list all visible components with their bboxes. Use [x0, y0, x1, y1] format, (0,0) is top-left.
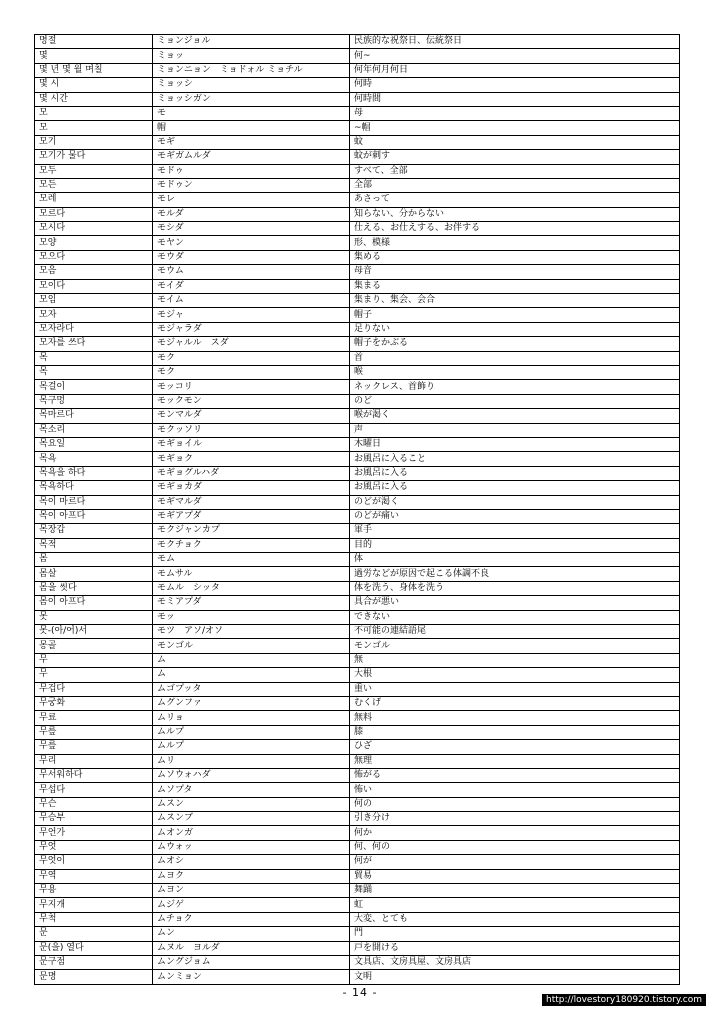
korean-word-cell: 문명 — [35, 970, 153, 984]
table-row — [35, 884, 680, 898]
korean-word-cell: 문 — [35, 927, 153, 941]
table-row — [35, 452, 680, 466]
table-row — [35, 193, 680, 207]
meaning-cell: 蚊 — [350, 135, 680, 149]
vocabulary-table — [34, 34, 680, 985]
meaning-cell: むくげ — [350, 696, 680, 710]
korean-word-cell: 무척 — [35, 912, 153, 926]
korean-word-cell: 모자를 쓰다 — [35, 337, 153, 351]
watermark-url: http://lovestory180920.tistory.com — [542, 994, 706, 1006]
table-row — [35, 567, 680, 581]
reading-cell: モウダ — [153, 250, 350, 264]
reading-cell: モムル シッタ — [153, 581, 350, 595]
meaning-cell: 引き分け — [350, 812, 680, 826]
meaning-cell: 門 — [350, 927, 680, 941]
meaning-cell: 集まる — [350, 279, 680, 293]
page-number: - 14 - — [342, 986, 378, 999]
table-row — [35, 970, 680, 984]
reading-cell: モッコリ — [153, 380, 350, 394]
meaning-cell: 無料 — [350, 711, 680, 725]
korean-word-cell: 모 — [35, 106, 153, 120]
table-row — [35, 696, 680, 710]
table-row — [35, 481, 680, 495]
reading-cell: ムリョ — [153, 711, 350, 725]
table-row — [35, 380, 680, 394]
meaning-cell: 無 — [350, 653, 680, 667]
korean-word-cell: 몇 년 몇 월 며칠 — [35, 63, 153, 77]
korean-word-cell: 무 — [35, 653, 153, 667]
table-row — [35, 956, 680, 970]
table-row — [35, 754, 680, 768]
meaning-cell: 母 — [350, 106, 680, 120]
meaning-cell: 集まり、集会、会合 — [350, 294, 680, 308]
reading-cell: モシダ — [153, 222, 350, 236]
meaning-cell: 具合が悪い — [350, 596, 680, 610]
korean-word-cell: 모시다 — [35, 222, 153, 236]
korean-word-cell: 몇 시 — [35, 78, 153, 92]
reading-cell: ムン — [153, 927, 350, 941]
table-row — [35, 78, 680, 92]
meaning-cell: 声 — [350, 423, 680, 437]
korean-word-cell: 모기 — [35, 135, 153, 149]
reading-cell: ムスンブ — [153, 812, 350, 826]
table-row — [35, 178, 680, 192]
meaning-cell: すべて、全部 — [350, 164, 680, 178]
table-row — [35, 538, 680, 552]
reading-cell: ム — [153, 653, 350, 667]
korean-word-cell: 모두 — [35, 164, 153, 178]
table-row — [35, 236, 680, 250]
korean-word-cell: 모이다 — [35, 279, 153, 293]
reading-cell: ムルプ — [153, 740, 350, 754]
table-row — [35, 927, 680, 941]
meaning-cell: 仕える、お仕えする、お伴する — [350, 222, 680, 236]
reading-cell: モルダ — [153, 207, 350, 221]
korean-word-cell: 몸살 — [35, 567, 153, 581]
korean-word-cell: 몸을 씻다 — [35, 581, 153, 595]
table-row — [35, 222, 680, 236]
table-row — [35, 840, 680, 854]
reading-cell: モギマルダ — [153, 495, 350, 509]
reading-cell: モク — [153, 351, 350, 365]
korean-word-cell: 무겁다 — [35, 682, 153, 696]
korean-word-cell: 모 — [35, 121, 153, 135]
reading-cell: モイム — [153, 294, 350, 308]
korean-word-cell: 무섭다 — [35, 783, 153, 797]
meaning-cell: 母音 — [350, 265, 680, 279]
table-row — [35, 409, 680, 423]
reading-cell: ムスン — [153, 797, 350, 811]
reading-cell: モックモン — [153, 394, 350, 408]
meaning-cell: 膝 — [350, 725, 680, 739]
reading-cell: モジャルル スダ — [153, 337, 350, 351]
meaning-cell: 戸を開ける — [350, 941, 680, 955]
korean-word-cell: 무릎 — [35, 740, 153, 754]
meaning-cell: 蚊が刺す — [350, 150, 680, 164]
korean-word-cell: 목요일 — [35, 437, 153, 451]
meaning-cell: ~帽 — [350, 121, 680, 135]
meaning-cell: できない — [350, 610, 680, 624]
korean-word-cell: 모기가 물다 — [35, 150, 153, 164]
korean-word-cell: 무리 — [35, 754, 153, 768]
reading-cell: モクチョク — [153, 538, 350, 552]
table-row — [35, 524, 680, 538]
reading-cell: ムジゲ — [153, 898, 350, 912]
reading-cell: ムンミョン — [153, 970, 350, 984]
korean-word-cell: 목소리 — [35, 423, 153, 437]
korean-word-cell: 무슨 — [35, 797, 153, 811]
reading-cell: モツ アソ/オソ — [153, 625, 350, 639]
korean-word-cell: 모자라다 — [35, 322, 153, 336]
meaning-cell: 帽子をかぶる — [350, 337, 680, 351]
meaning-cell: 体を洗う、身体を洗う — [350, 581, 680, 595]
table-row — [35, 106, 680, 120]
reading-cell: ムヨク — [153, 869, 350, 883]
meaning-cell: モンゴル — [350, 639, 680, 653]
korean-word-cell: 목적 — [35, 538, 153, 552]
meaning-cell: 喉 — [350, 365, 680, 379]
korean-word-cell: 무서워하다 — [35, 768, 153, 782]
meaning-cell: お風呂に入ること — [350, 452, 680, 466]
reading-cell: ムグンファ — [153, 696, 350, 710]
korean-word-cell: 모임 — [35, 294, 153, 308]
table-row — [35, 912, 680, 926]
table-row — [35, 394, 680, 408]
table-row — [35, 63, 680, 77]
korean-word-cell: 목장갑 — [35, 524, 153, 538]
reading-cell: モドゥ — [153, 164, 350, 178]
table-row — [35, 135, 680, 149]
meaning-cell: 大変、とても — [350, 912, 680, 926]
reading-cell: ムオンガ — [153, 826, 350, 840]
table-row — [35, 150, 680, 164]
korean-word-cell: 몇 시간 — [35, 92, 153, 106]
reading-cell: モギョイル — [153, 437, 350, 451]
meaning-cell: 目的 — [350, 538, 680, 552]
table-row — [35, 826, 680, 840]
meaning-cell: 文明 — [350, 970, 680, 984]
table-row — [35, 337, 680, 351]
meaning-cell: お風呂に入る — [350, 481, 680, 495]
vocabulary-table-body — [35, 35, 680, 985]
meaning-cell: 形、模様 — [350, 236, 680, 250]
reading-cell: ムヌル ヨルダ — [153, 941, 350, 955]
table-row — [35, 279, 680, 293]
table-row — [35, 725, 680, 739]
reading-cell: モドゥン — [153, 178, 350, 192]
korean-word-cell: 무궁화 — [35, 696, 153, 710]
meaning-cell: あさって — [350, 193, 680, 207]
korean-word-cell: 모든 — [35, 178, 153, 192]
reading-cell: モイダ — [153, 279, 350, 293]
meaning-cell: 虹 — [350, 898, 680, 912]
meaning-cell: お風呂に入る — [350, 466, 680, 480]
table-row — [35, 610, 680, 624]
korean-word-cell: 몽골 — [35, 639, 153, 653]
table-row — [35, 365, 680, 379]
reading-cell: ムゴプッタ — [153, 682, 350, 696]
table-row — [35, 351, 680, 365]
korean-word-cell: 목욕하다 — [35, 481, 153, 495]
meaning-cell: 体 — [350, 553, 680, 567]
meaning-cell: 何時 — [350, 78, 680, 92]
meaning-cell: 重い — [350, 682, 680, 696]
korean-word-cell: 무릎 — [35, 725, 153, 739]
korean-word-cell: 목 — [35, 365, 153, 379]
reading-cell: ムウォッ — [153, 840, 350, 854]
korean-word-cell: 무용 — [35, 884, 153, 898]
meaning-cell: 何時間 — [350, 92, 680, 106]
meaning-cell: 軍手 — [350, 524, 680, 538]
table-row — [35, 265, 680, 279]
meaning-cell: 過労などが原因で起こる体調不良 — [350, 567, 680, 581]
reading-cell: モクッソリ — [153, 423, 350, 437]
reading-cell: ムソウォハダ — [153, 768, 350, 782]
korean-word-cell: 무엇 — [35, 840, 153, 854]
table-row — [35, 898, 680, 912]
table-row — [35, 423, 680, 437]
meaning-cell: 何の — [350, 797, 680, 811]
meaning-cell: 知らない、分からない — [350, 207, 680, 221]
meaning-cell: 不可能の連結語尾 — [350, 625, 680, 639]
table-row — [35, 768, 680, 782]
table-row — [35, 294, 680, 308]
meaning-cell: 何が — [350, 855, 680, 869]
reading-cell: モッ — [153, 610, 350, 624]
reading-cell: モム — [153, 553, 350, 567]
korean-word-cell: 모으다 — [35, 250, 153, 264]
meaning-cell: のど — [350, 394, 680, 408]
reading-cell: ミョンジョル — [153, 35, 350, 49]
reading-cell: ムヨン — [153, 884, 350, 898]
reading-cell: モギョク — [153, 452, 350, 466]
table-row — [35, 797, 680, 811]
reading-cell: モウム — [153, 265, 350, 279]
korean-word-cell: 문(을) 열다 — [35, 941, 153, 955]
table-row — [35, 653, 680, 667]
korean-word-cell: 무언가 — [35, 826, 153, 840]
korean-word-cell: 무역 — [35, 869, 153, 883]
korean-word-cell: 모자 — [35, 308, 153, 322]
korean-word-cell: 무료 — [35, 711, 153, 725]
meaning-cell: 何か — [350, 826, 680, 840]
meaning-cell: 帽子 — [350, 308, 680, 322]
meaning-cell: 民族的な祝祭日、伝統祭日 — [350, 35, 680, 49]
reading-cell: モジャ — [153, 308, 350, 322]
table-row — [35, 35, 680, 49]
korean-word-cell: 목욕 — [35, 452, 153, 466]
korean-word-cell: 목이 마르다 — [35, 495, 153, 509]
meaning-cell: 喉が渇く — [350, 409, 680, 423]
table-row — [35, 783, 680, 797]
reading-cell: モヤン — [153, 236, 350, 250]
meaning-cell: のどが渇く — [350, 495, 680, 509]
reading-cell: モクジャンカプ — [153, 524, 350, 538]
meaning-cell: 怖がる — [350, 768, 680, 782]
table-row — [35, 812, 680, 826]
reading-cell: ム — [153, 668, 350, 682]
table-row — [35, 625, 680, 639]
meaning-cell: 何、何の — [350, 840, 680, 854]
korean-word-cell: 목 — [35, 351, 153, 365]
table-row — [35, 164, 680, 178]
korean-word-cell: 무승부 — [35, 812, 153, 826]
table-row — [35, 121, 680, 135]
reading-cell: モギョカダ — [153, 481, 350, 495]
meaning-cell: 木曜日 — [350, 437, 680, 451]
table-row — [35, 250, 680, 264]
reading-cell: ミョッシ — [153, 78, 350, 92]
reading-cell: ムングジョム — [153, 956, 350, 970]
korean-word-cell: 못-(아/어)서 — [35, 625, 153, 639]
korean-word-cell: 목걸이 — [35, 380, 153, 394]
korean-word-cell: 목구멍 — [35, 394, 153, 408]
reading-cell: ミョッ — [153, 49, 350, 63]
reading-cell: ムルプ — [153, 725, 350, 739]
table-row — [35, 869, 680, 883]
table-row — [35, 668, 680, 682]
table-row — [35, 639, 680, 653]
table-row — [35, 711, 680, 725]
table-row — [35, 207, 680, 221]
korean-word-cell: 무지개 — [35, 898, 153, 912]
korean-word-cell: 몇 — [35, 49, 153, 63]
meaning-cell: 足りない — [350, 322, 680, 336]
korean-word-cell: 목욕을 하다 — [35, 466, 153, 480]
table-row — [35, 553, 680, 567]
reading-cell: モムサル — [153, 567, 350, 581]
korean-word-cell: 목마르다 — [35, 409, 153, 423]
meaning-cell: 集める — [350, 250, 680, 264]
meaning-cell: 無理 — [350, 754, 680, 768]
meaning-cell: 貿易 — [350, 869, 680, 883]
korean-word-cell: 모양 — [35, 236, 153, 250]
korean-word-cell: 모음 — [35, 265, 153, 279]
korean-word-cell: 무엇이 — [35, 855, 153, 869]
reading-cell: モンマルダ — [153, 409, 350, 423]
table-row — [35, 437, 680, 451]
table-row — [35, 322, 680, 336]
meaning-cell: 全部 — [350, 178, 680, 192]
reading-cell: ミョッシガン — [153, 92, 350, 106]
reading-cell: モンゴル — [153, 639, 350, 653]
reading-cell: モギアプダ — [153, 509, 350, 523]
meaning-cell: ひざ — [350, 740, 680, 754]
reading-cell: モギガムルダ — [153, 150, 350, 164]
reading-cell: モジャラダ — [153, 322, 350, 336]
meaning-cell: 大根 — [350, 668, 680, 682]
table-row — [35, 495, 680, 509]
reading-cell: ムオシ — [153, 855, 350, 869]
korean-word-cell: 모르다 — [35, 207, 153, 221]
table-row — [35, 596, 680, 610]
table-row — [35, 581, 680, 595]
reading-cell: モレ — [153, 193, 350, 207]
table-row — [35, 740, 680, 754]
meaning-cell: のどが痛い — [350, 509, 680, 523]
meaning-cell: 何年何月何日 — [350, 63, 680, 77]
meaning-cell: 何~ — [350, 49, 680, 63]
meaning-cell: 舞踊 — [350, 884, 680, 898]
table-row — [35, 308, 680, 322]
korean-word-cell: 몸 — [35, 553, 153, 567]
korean-word-cell: 모레 — [35, 193, 153, 207]
korean-word-cell: 몸이 아프다 — [35, 596, 153, 610]
reading-cell: モギョグルハダ — [153, 466, 350, 480]
korean-word-cell: 문구점 — [35, 956, 153, 970]
korean-word-cell: 무 — [35, 668, 153, 682]
meaning-cell: ネックレス、首飾り — [350, 380, 680, 394]
table-row — [35, 509, 680, 523]
table-row — [35, 466, 680, 480]
meaning-cell: 怖い — [350, 783, 680, 797]
reading-cell: ムソプタ — [153, 783, 350, 797]
reading-cell: ムチョク — [153, 912, 350, 926]
table-row — [35, 682, 680, 696]
table-row — [35, 49, 680, 63]
reading-cell: モミアプダ — [153, 596, 350, 610]
korean-word-cell: 명절 — [35, 35, 153, 49]
korean-word-cell: 못 — [35, 610, 153, 624]
korean-word-cell: 목이 아프다 — [35, 509, 153, 523]
reading-cell: モク — [153, 365, 350, 379]
meaning-cell: 文具店、文房具屋、文房具店 — [350, 956, 680, 970]
meaning-cell: 首 — [350, 351, 680, 365]
table-row — [35, 92, 680, 106]
table-row — [35, 941, 680, 955]
reading-cell: モギ — [153, 135, 350, 149]
reading-cell: ムリ — [153, 754, 350, 768]
reading-cell: ミョンニョン ミョドォル ミョチル — [153, 63, 350, 77]
reading-cell: モ — [153, 106, 350, 120]
reading-cell: 帽 — [153, 121, 350, 135]
table-row — [35, 855, 680, 869]
